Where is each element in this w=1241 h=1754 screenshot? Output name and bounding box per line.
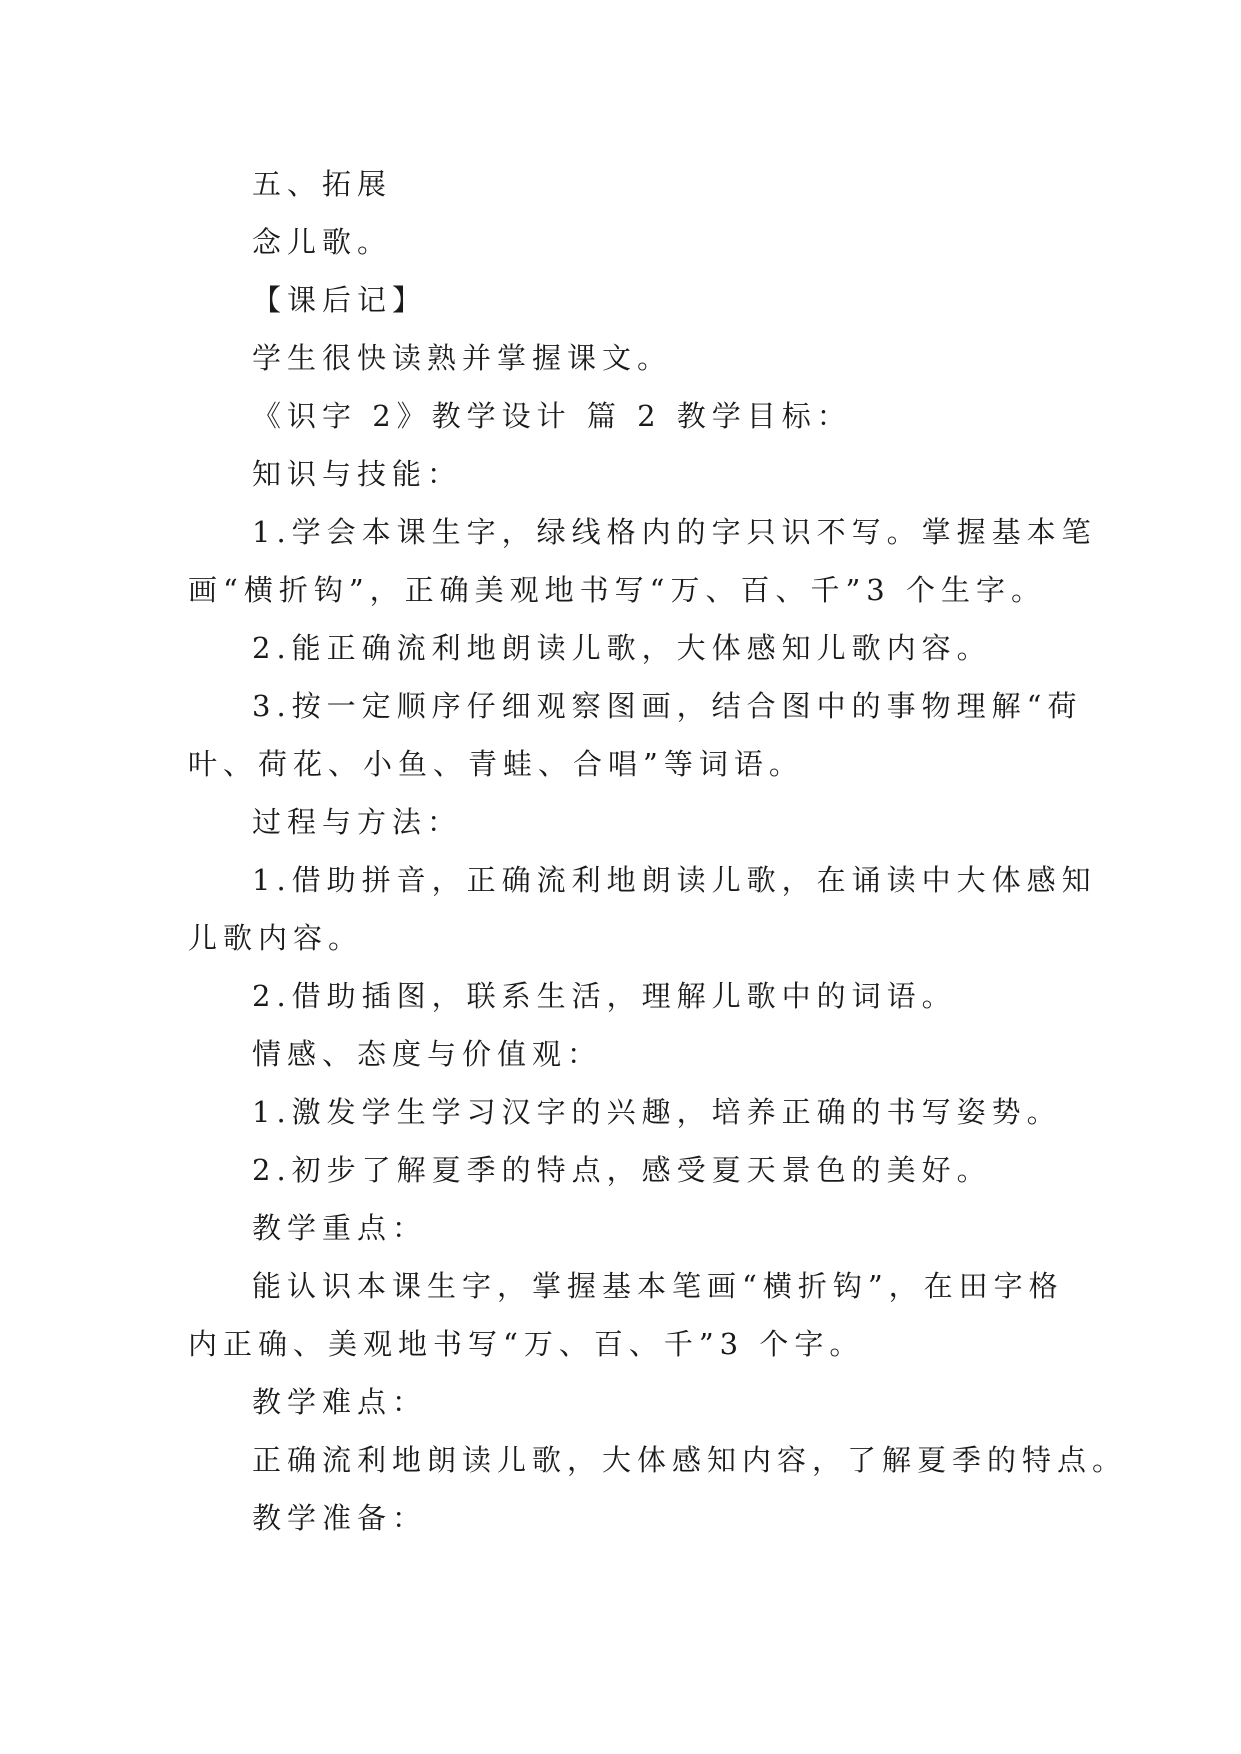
subheading-teaching-preparation: 教学准备： bbox=[252, 1501, 428, 1535]
section-heading-post-class-notes: 【课后记】 bbox=[252, 283, 428, 317]
paragraph-line: 能认识本课生字，掌握基本笔画“横折钩”，在田字格 bbox=[252, 1269, 1064, 1303]
subheading-emotion-attitude-values: 情感、态度与价值观： bbox=[252, 1037, 603, 1071]
paragraph-line: 叶、荷花、小鱼、青蛙、合唱”等词语。 bbox=[188, 747, 804, 781]
paragraph-line: 2.能正确流利地朗读儿歌，大体感知儿歌内容。 bbox=[252, 631, 992, 665]
paragraph-line: 学生很快读熟并掌握课文。 bbox=[252, 341, 673, 375]
paragraph-line: 念儿歌。 bbox=[252, 225, 393, 259]
subheading-teaching-focus: 教学重点： bbox=[252, 1211, 428, 1245]
paragraph-line: 内正确、美观地书写“万、百、千”3 个字。 bbox=[188, 1327, 865, 1361]
section-heading-extension: 五、拓展 bbox=[252, 167, 393, 201]
paragraph-line: 1.激发学生学习汉字的兴趣，培养正确的书写姿势。 bbox=[252, 1095, 1062, 1129]
paragraph-line: 1.学会本课生字，绿线格内的字只识不写。掌握基本笔 bbox=[252, 515, 1097, 549]
paragraph-line: 儿歌内容。 bbox=[188, 921, 364, 955]
paragraph-line: 1.借助拼音，正确流利地朗读儿歌，在诵读中大体感知 bbox=[252, 863, 1097, 897]
subheading-process-methods: 过程与方法： bbox=[252, 805, 463, 839]
document-title-line: 《识字 2》教学设计 篇 2 教学目标： bbox=[252, 399, 852, 433]
subheading-knowledge-skills: 知识与技能： bbox=[252, 457, 463, 491]
paragraph-line: 2.借助插图，联系生活，理解儿歌中的词语。 bbox=[252, 979, 957, 1013]
paragraph-line: 3.按一定顺序仔细观察图画，结合图中的事物理解“荷 bbox=[252, 689, 1083, 723]
paragraph-line: 正确流利地朗读儿歌，大体感知内容，了解夏季的特点。 bbox=[252, 1443, 1128, 1477]
paragraph-line: 画“横折钩”，正确美观地书写“万、百、千”3 个生字。 bbox=[188, 573, 1046, 607]
paragraph-line: 2.初步了解夏季的特点，感受夏天景色的美好。 bbox=[252, 1153, 992, 1187]
subheading-teaching-difficulty: 教学难点： bbox=[252, 1385, 428, 1419]
